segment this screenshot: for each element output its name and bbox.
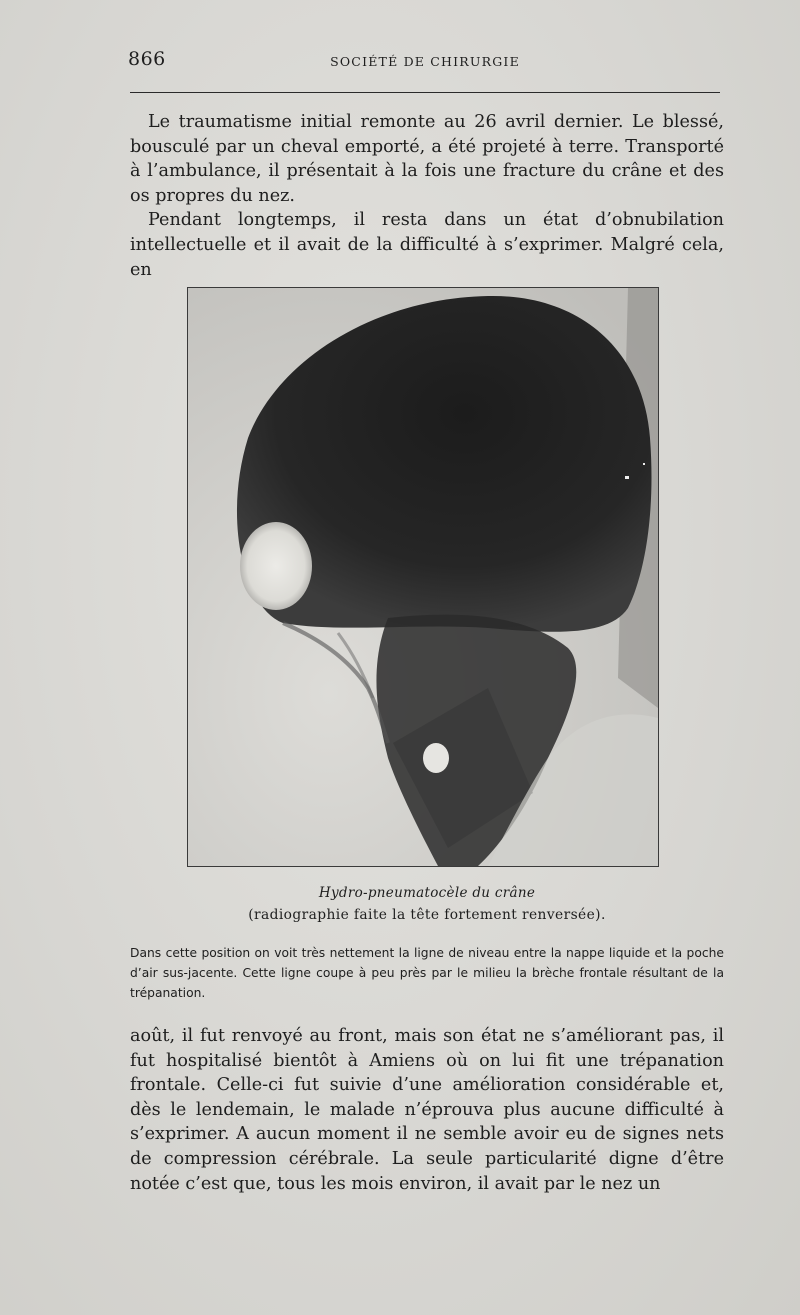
- body-text-bottom: [130, 1024, 724, 1196]
- running-title: SOCIÉTÉ DE CHIRURGIE: [330, 54, 520, 69]
- page-header: [128, 48, 722, 74]
- figure-caption-subtitle: (radiographie faite la tête fortement renversée).: [248, 907, 606, 923]
- body-text-top: [130, 110, 724, 282]
- paragraph: août, il fut renvoyé au front, mais son état ne s’améliorant pas, il fut hospitalisé bientôt à Amiens où on lui fit une trépanation frontale. Celle-ci fut suivie d’une amélioration considérable et, dès le lendemain, le malade n’éprouva plus aucune difficulté à s’exprimer. A aucun moment il ne semble avoir eu de signes nets de compression cérébrale. La seule particularité digne d’être notée c’est que, tous les mois environ, il avait par le nez un: [130, 1026, 724, 1194]
- header-rule: [130, 92, 720, 93]
- paragraph: Le traumatisme initial remonte au 26 avril dernier. Le blessé, bousculé par un cheval emporté, a été projeté à terre. Transporté à l’ambulance, il présentait à la fois une fracture du crâne et des os propres du nez.: [130, 112, 724, 206]
- skull-radiograph: [187, 287, 659, 867]
- figure-caption-title: Hydro-pneumatocèle du crâne: [318, 885, 536, 901]
- paragraph: Pendant longtemps, il resta dans un état d’obnubilation intellectuelle et il avait de la difficulté à s’exprimer. Malgré cela, en: [130, 210, 724, 280]
- page-number: 866: [128, 48, 166, 70]
- figure-caption-description: Dans cette position on voit très nettement la ligne de niveau entre la nappe liquide et la poche d’air sus-jacente. Cette ligne coupe à peu près par le milieu la brèche frontale résultant de la trépanation.: [130, 946, 724, 1000]
